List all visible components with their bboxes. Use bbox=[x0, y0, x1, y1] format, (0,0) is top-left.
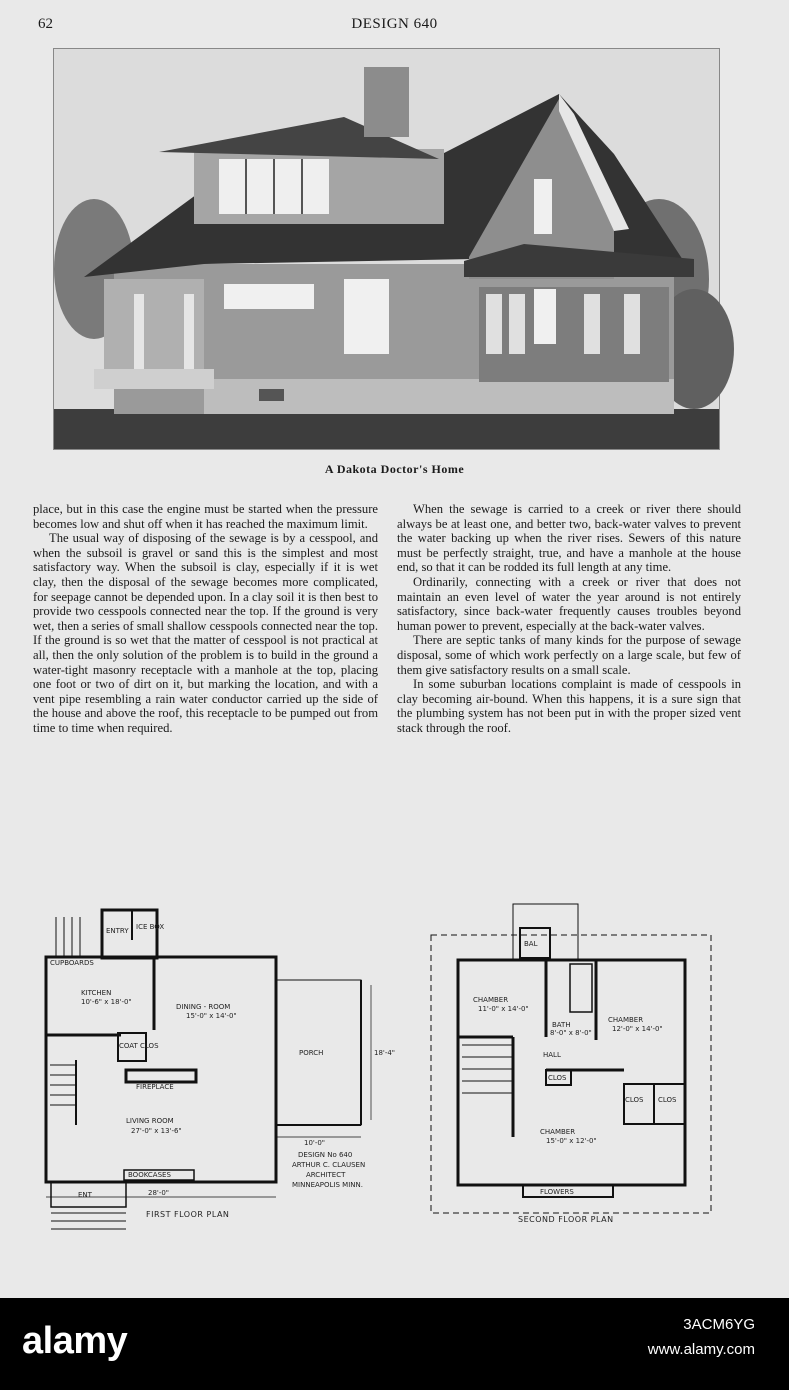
kitchen-dimension: 10'-6" x 18'-0" bbox=[81, 998, 132, 1006]
first-floor-plan bbox=[36, 905, 396, 1235]
second-floor-title: SECOND FLOOR PLAN bbox=[518, 1215, 614, 1224]
designer-line-2: ARTHUR C. CLAUSEN bbox=[292, 1161, 366, 1169]
bookcases-label: BOOKCASES bbox=[128, 1171, 171, 1179]
paragraph: There are septic tanks of many kinds for the purpose of sewage disposal, some of which work perfectly on a large scale, but few of them give satisfactory results on a small scale. bbox=[397, 633, 741, 677]
text-column-right bbox=[397, 502, 741, 736]
dimension-28: 28'-0" bbox=[148, 1189, 170, 1197]
dining-room-label: DINING - ROOM bbox=[176, 1003, 231, 1011]
kitchen-label: KITCHEN bbox=[81, 989, 112, 997]
first-floor-title: FIRST FLOOR PLAN bbox=[146, 1210, 230, 1219]
designer-line-3: ARCHITECT bbox=[306, 1171, 346, 1179]
chamber-ne-dimension: 12'-0" x 14'-0" bbox=[612, 1025, 663, 1033]
second-floor-plan bbox=[428, 902, 716, 1232]
bath-dimension: 8'-0" x 8'-0" bbox=[550, 1029, 592, 1037]
image-code: 3ACM6YG bbox=[683, 1316, 755, 1333]
dining-room-dimension: 15'-0" x 14'-0" bbox=[186, 1012, 237, 1020]
dimension-18: 18'-4" bbox=[374, 1049, 396, 1057]
paragraph: Ordinarily, connecting with a creek or river that does not maintain an even level of water the year around is not entirely satisfactory, since back-water frequently causes troubles beyond human power to prevent, especially at the back-water valves. bbox=[397, 574, 741, 633]
living-room-label: LIVING ROOM bbox=[126, 1117, 174, 1125]
icebox-label: ICE BOX bbox=[136, 923, 165, 931]
paragraph: The usual way of disposing of the sewage is by a cesspool, and when the subsoil is gravel or sand this is the simplest and most satisfactory way. When the subsoil is clay, especially if it is wet clay, then the disposal of the sewage becomes more complicated, for seepage cannot be depended upon. In a clay soil it is then best to provide two cesspools connected near the top. If the ground is very wet, then a series of small shallow cesspools connected near the top. If the ground is so wet that the matter of cesspool is not practical at all, then the only solution of the problem is to build in the ground a water-tight masonry receptacle with a manhole at the top, placing one foot or two of dirt on it, but marking the location, and with a vent pipe resembling a rain water conductor carried up the side of the house and above the roof, this receptacle to be pumped out from time to time when required. bbox=[33, 531, 378, 735]
designer-line-4: MINNEAPOLIS MINN. bbox=[292, 1181, 363, 1189]
closet-label: CLOS bbox=[625, 1096, 644, 1104]
paragraph: In some suburban locations complaint is made of cesspools in clay becoming air-bound. When this happens, it is a sure sign that the plumbing system has not been put in with the proper sized vent stack through the roof. bbox=[397, 677, 741, 735]
designer-line-1: DESIGN No 640 bbox=[298, 1151, 353, 1159]
flowers-label: FLOWERS bbox=[540, 1188, 574, 1196]
porch-label: PORCH bbox=[299, 1049, 324, 1057]
paragraph: When the sewage is carried to a creek or river there should always be at least one, and better two, back-water valves to prevent the water backing up when the river rises. Sewers of this nature must be perfectly straight, true, and have a manhole at the house end, so that it can be rodded its full length at any time. bbox=[397, 502, 741, 575]
chamber-s-label: CHAMBER bbox=[540, 1128, 576, 1136]
chamber-s-dimension: 15'-0" x 12'-0" bbox=[546, 1137, 597, 1145]
page-header: DESIGN 640 bbox=[351, 16, 438, 32]
paragraph: place, but in this case the engine must be started when the pressure becomes low and shut off when it has reached the maximum limit. bbox=[33, 502, 378, 531]
brand-logo: alamy bbox=[22, 1320, 128, 1362]
chamber-nw-dimension: 11'-0" x 14'-0" bbox=[478, 1005, 529, 1013]
page-number: 62 bbox=[38, 16, 53, 32]
image-caption: A Dakota Doctor's Home bbox=[324, 462, 465, 476]
text-column-left bbox=[33, 502, 378, 736]
hall-label: HALL bbox=[543, 1051, 561, 1059]
footer-bar bbox=[0, 1298, 789, 1390]
fireplace-label: FIREPLACE bbox=[136, 1083, 174, 1091]
closet-label: CLOS bbox=[658, 1096, 677, 1104]
dimension-10: 10'-0" bbox=[304, 1139, 326, 1147]
chamber-nw-label: CHAMBER bbox=[473, 996, 509, 1004]
entry-label: ENTRY bbox=[106, 927, 129, 935]
coat-closet-label: COAT CLOS bbox=[119, 1042, 159, 1050]
cupboards-label: CUPBOARDS bbox=[50, 959, 94, 967]
site-url: www.alamy.com bbox=[647, 1341, 755, 1358]
entrance-label: ENT bbox=[78, 1191, 92, 1199]
chamber-ne-label: CHAMBER bbox=[608, 1016, 644, 1024]
balcony-label: BAL bbox=[524, 940, 538, 948]
bath-label: BATH bbox=[552, 1021, 571, 1029]
living-room-dimension: 27'-0" x 13'-6" bbox=[131, 1127, 182, 1135]
house-illustration bbox=[53, 48, 720, 450]
closet-label: CLOS bbox=[548, 1074, 567, 1082]
